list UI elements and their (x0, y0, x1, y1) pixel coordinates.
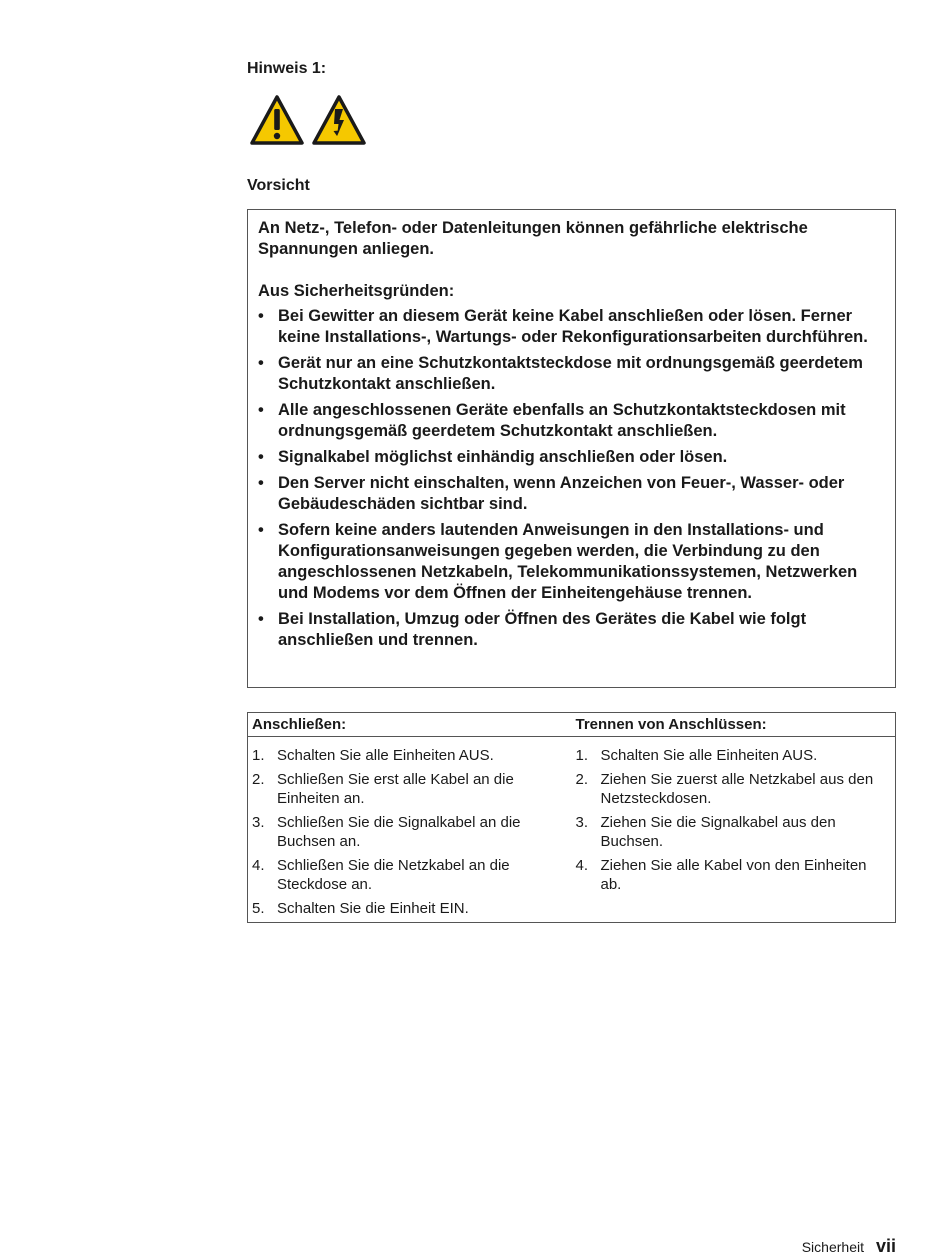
safety-rules-list (258, 306, 885, 651)
step-text: Schließen Sie erst alle Kabel an die Einheiten an. (277, 771, 514, 807)
connect-step (252, 770, 566, 808)
disconnect-step (576, 770, 890, 808)
disconnect-step (576, 856, 890, 894)
step-number: 2. (252, 771, 265, 788)
safety-rule-text: Den Server nicht einschalten, wenn Anzeichen von Feuer-, Wasser- oder Gebäudeschäden sichtbar sind. (278, 474, 845, 513)
bullet-icon: • (258, 307, 264, 325)
step-text: Ziehen Sie zuerst alle Netzkabel aus den Netzsteckdosen. (600, 771, 874, 807)
safety-rule (258, 520, 885, 604)
disconnect-step (576, 746, 890, 765)
electrical-hazard-icon (311, 94, 367, 146)
step-number: 3. (252, 814, 265, 831)
bullet-icon: • (258, 448, 264, 466)
note-heading: Hinweis 1: (247, 60, 327, 77)
connect-header: Anschließen: (252, 716, 347, 733)
step-number: 1. (575, 747, 589, 764)
safety-rule (258, 447, 885, 468)
safety-rule-text: Bei Gewitter an diesem Gerät keine Kabel anschließen oder lösen. Ferner keine Installations-, Wartungs- oder Rekonfigurationsarbeiten durchführen. (278, 307, 868, 346)
page-footer (802, 1236, 896, 1257)
disconnect-column (572, 746, 896, 923)
bullet-icon: • (258, 401, 264, 419)
bullet-icon: • (258, 610, 264, 628)
bullet-icon: • (258, 521, 264, 539)
step-number: 1. (252, 747, 265, 764)
connect-column (248, 746, 572, 923)
connect-step (252, 856, 566, 894)
safety-rule (258, 609, 885, 651)
connect-step (252, 899, 566, 918)
safety-rule-text: Gerät nur an eine Schutzkontaktsteckdose mit ordnungsgemäß geerdetem Schutzkontakt anschließen. (278, 354, 863, 393)
safety-rule (258, 473, 885, 515)
safety-rule (258, 400, 885, 442)
connect-step (252, 813, 566, 851)
connect-steps-list (252, 746, 566, 918)
cable-steps-table (247, 712, 896, 923)
step-text: Schalten Sie alle Einheiten AUS. (277, 747, 494, 764)
step-text: Schalten Sie die Einheit EIN. (277, 900, 469, 917)
step-number: 3. (575, 814, 589, 831)
safety-rule-text: Sofern keine anders lautenden Anweisungen in den Installations- und Konfigurationsanweisungen gegeben werden, die Verbindung zu den angeschlossenen Netzkabeln, Telekommunikationssystemen, Netzwerken und Modems vor dem Öffnen der Einheitengehäuse trennen. (278, 521, 858, 602)
safety-rule-text: Signalkabel möglichst einhändig anschließen oder lösen. (278, 448, 728, 466)
safety-rule-text: Bei Installation, Umzug oder Öffnen des Gerätes die Kabel wie folgt anschließen und trennen. (278, 610, 807, 649)
step-number: 2. (575, 771, 589, 788)
disconnect-header: Trennen von Anschlüssen: (575, 716, 767, 733)
caution-exclamation-icon (249, 94, 305, 146)
disconnect-steps-list (576, 746, 890, 894)
step-number: 4. (575, 857, 589, 874)
connect-step (252, 746, 566, 765)
step-text: Schalten Sie alle Einheiten AUS. (600, 747, 818, 764)
step-text: Ziehen Sie alle Kabel von den Einheiten ab. (600, 857, 867, 893)
caution-intro: An Netz-, Telefon- oder Datenleitungen können gefährliche elektrische Spannungen anliegen. (258, 219, 808, 258)
caution-subheading: Aus Sicherheitsgründen: (258, 282, 455, 300)
footer-section-name: Sicherheit (801, 1239, 864, 1255)
safety-rule (258, 353, 885, 395)
caution-label: Vorsicht (247, 177, 310, 194)
page-number: vii (875, 1236, 896, 1256)
steps-table-body (248, 737, 895, 923)
disconnect-step (576, 813, 890, 851)
steps-table-header (248, 713, 895, 737)
step-number: 5. (252, 900, 265, 917)
step-text: Schließen Sie die Signalkabel an die Buchsen an. (277, 814, 521, 850)
step-text: Ziehen Sie die Signalkabel aus den Buchsen. (600, 814, 836, 850)
warning-icons (249, 94, 367, 146)
bullet-icon: • (258, 474, 264, 492)
caution-box (247, 209, 896, 688)
bullet-icon: • (258, 354, 264, 372)
step-number: 4. (252, 857, 265, 874)
safety-rule-text: Alle angeschlossenen Geräte ebenfalls an Schutzkontaktsteckdosen mit ordnungsgemäß geerdetem Schutzkontakt anschließen. (278, 401, 846, 440)
step-text: Schließen Sie die Netzkabel an die Steckdose an. (277, 857, 510, 893)
safety-rule (258, 306, 885, 348)
